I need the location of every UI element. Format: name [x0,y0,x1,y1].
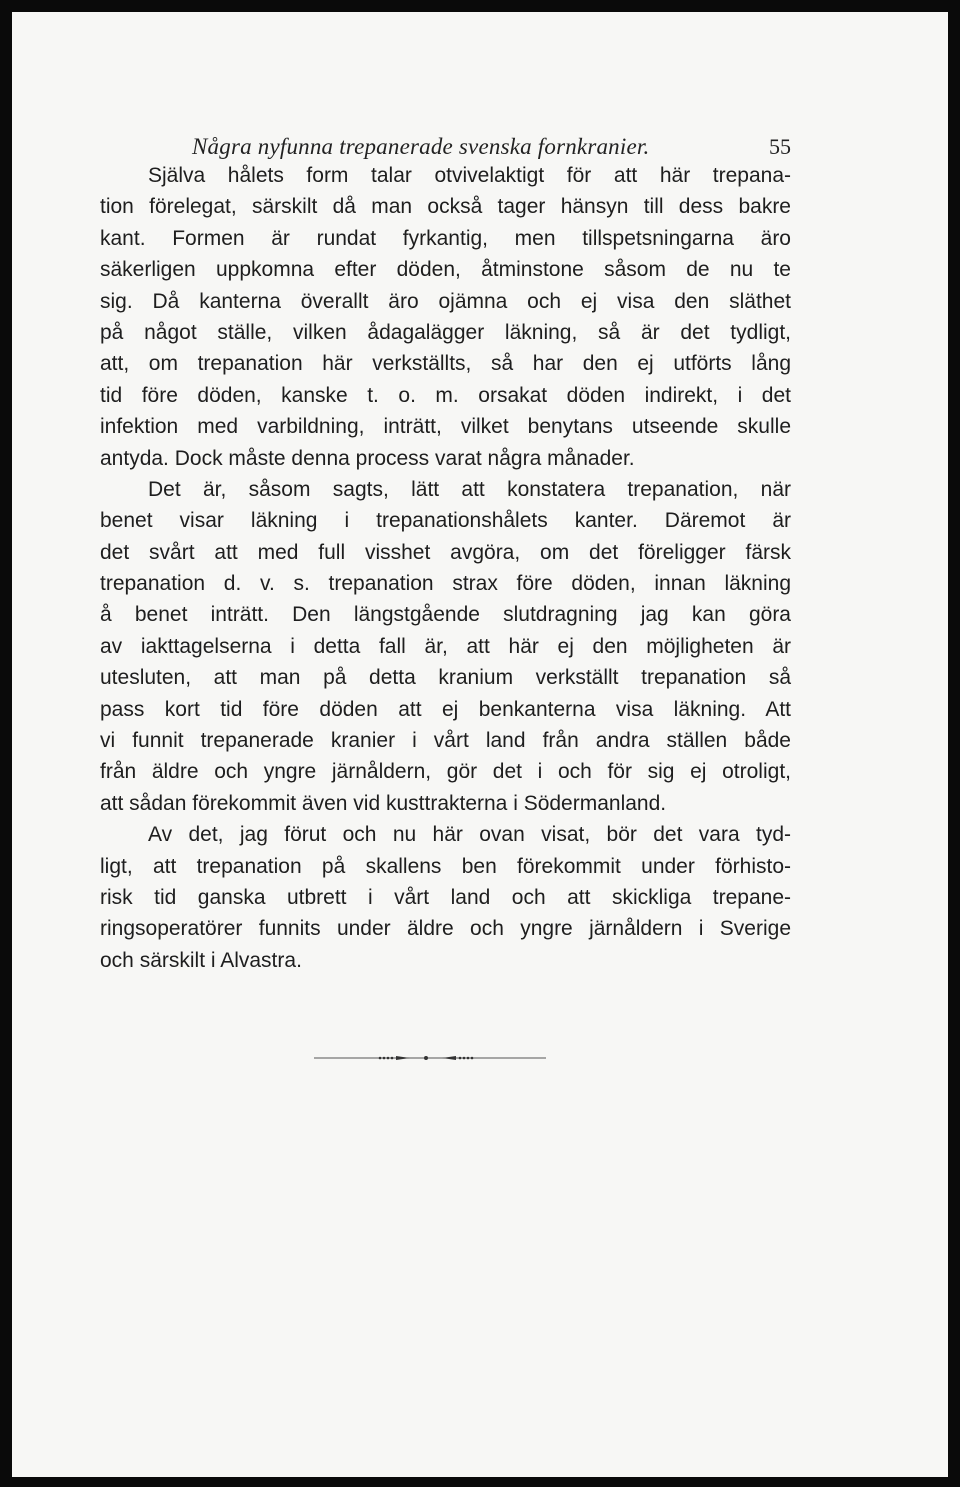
paragraph [100,819,791,976]
text-line: ringsoperatörer funnits under äldre och yngre järnåldern i Sverige [100,917,791,941]
paragraph [100,160,791,474]
text-line: och särskilt i Alvastra. [100,948,302,972]
document-page [12,12,948,1477]
text-line: säkerligen uppkomna efter döden, åtminstone såsom de nu te [100,258,791,282]
text-line: ligt, att trepanation på skallens ben förekommit under förhisto- [100,854,791,878]
text-line: vi funnit trepanerade kranier i vårt land från andra ställen både [100,729,791,753]
text-line: kant. Formen är rundat fyrkantig, men tillspetsningarna äro [100,226,791,250]
text-line: på något ställe, vilken ådagalägger läkning, så är det tydligt, [100,320,791,344]
text-line: Det är, såsom sagts, lätt att konstatera trepanation, när [148,477,791,501]
section-end-ornament [314,1052,546,1064]
text-line: benet visar läkning i trepanationshålets kanter. Däremot är [100,509,791,533]
running-title: Några nyfunna trepanerade svenska fornkranier. [192,134,650,159]
text-line: Av det, jag förut och nu här ovan visat, bör det vara tyd- [148,823,791,847]
body-text [100,160,791,976]
text-line: tion förelegat, särskilt då man också tager hänsyn till dess bakre [100,195,791,219]
text-line: att sådan förekommit även vid kusttrakterna i Södermanland. [100,791,667,815]
text-line: å benet inträtt. Den längstgående slutdragning jag kan göra [100,603,791,627]
text-line: infektion med varbildning, inträtt, vilket benytans utseende skulle [100,415,791,439]
text-line: pass kort tid före döden att ej benkanterna visa läkning. Att [100,697,791,721]
text-line: av iakttagelserna i detta fall är, att här ej den möjligheten är [100,634,791,658]
text-line: utesluten, att man på detta kranium verkställt trepanation så [100,666,791,690]
text-line: från äldre och yngre järnåldern, gör det i och för sig ej otroligt, [100,760,791,784]
text-line: sig. Då kanterna överallt äro ojämna och ej visa den släthet [100,289,791,313]
text-line: Själva hålets form talar otvivelaktigt för att här trepana- [148,164,791,187]
text-line: risk tid ganska utbrett i vårt land och att skickliga trepane- [100,885,791,909]
paragraph [100,474,791,819]
text-line: trepanation d. v. s. trepanation strax före döden, innan läkning [100,572,791,596]
text-line: tid före döden, kanske t. o. m. orsakat döden indirekt, i det [100,383,791,407]
text-line: det svårt att med full visshet avgöra, om det föreligger färsk [100,540,791,564]
text-line: att, om trepanation här verkställts, så har den ej utförts lång [100,352,791,376]
page-header [100,124,791,164]
text-line: antyda. Dock måste denna process varat några månader. [100,446,635,470]
page-number: 55 [769,134,791,159]
